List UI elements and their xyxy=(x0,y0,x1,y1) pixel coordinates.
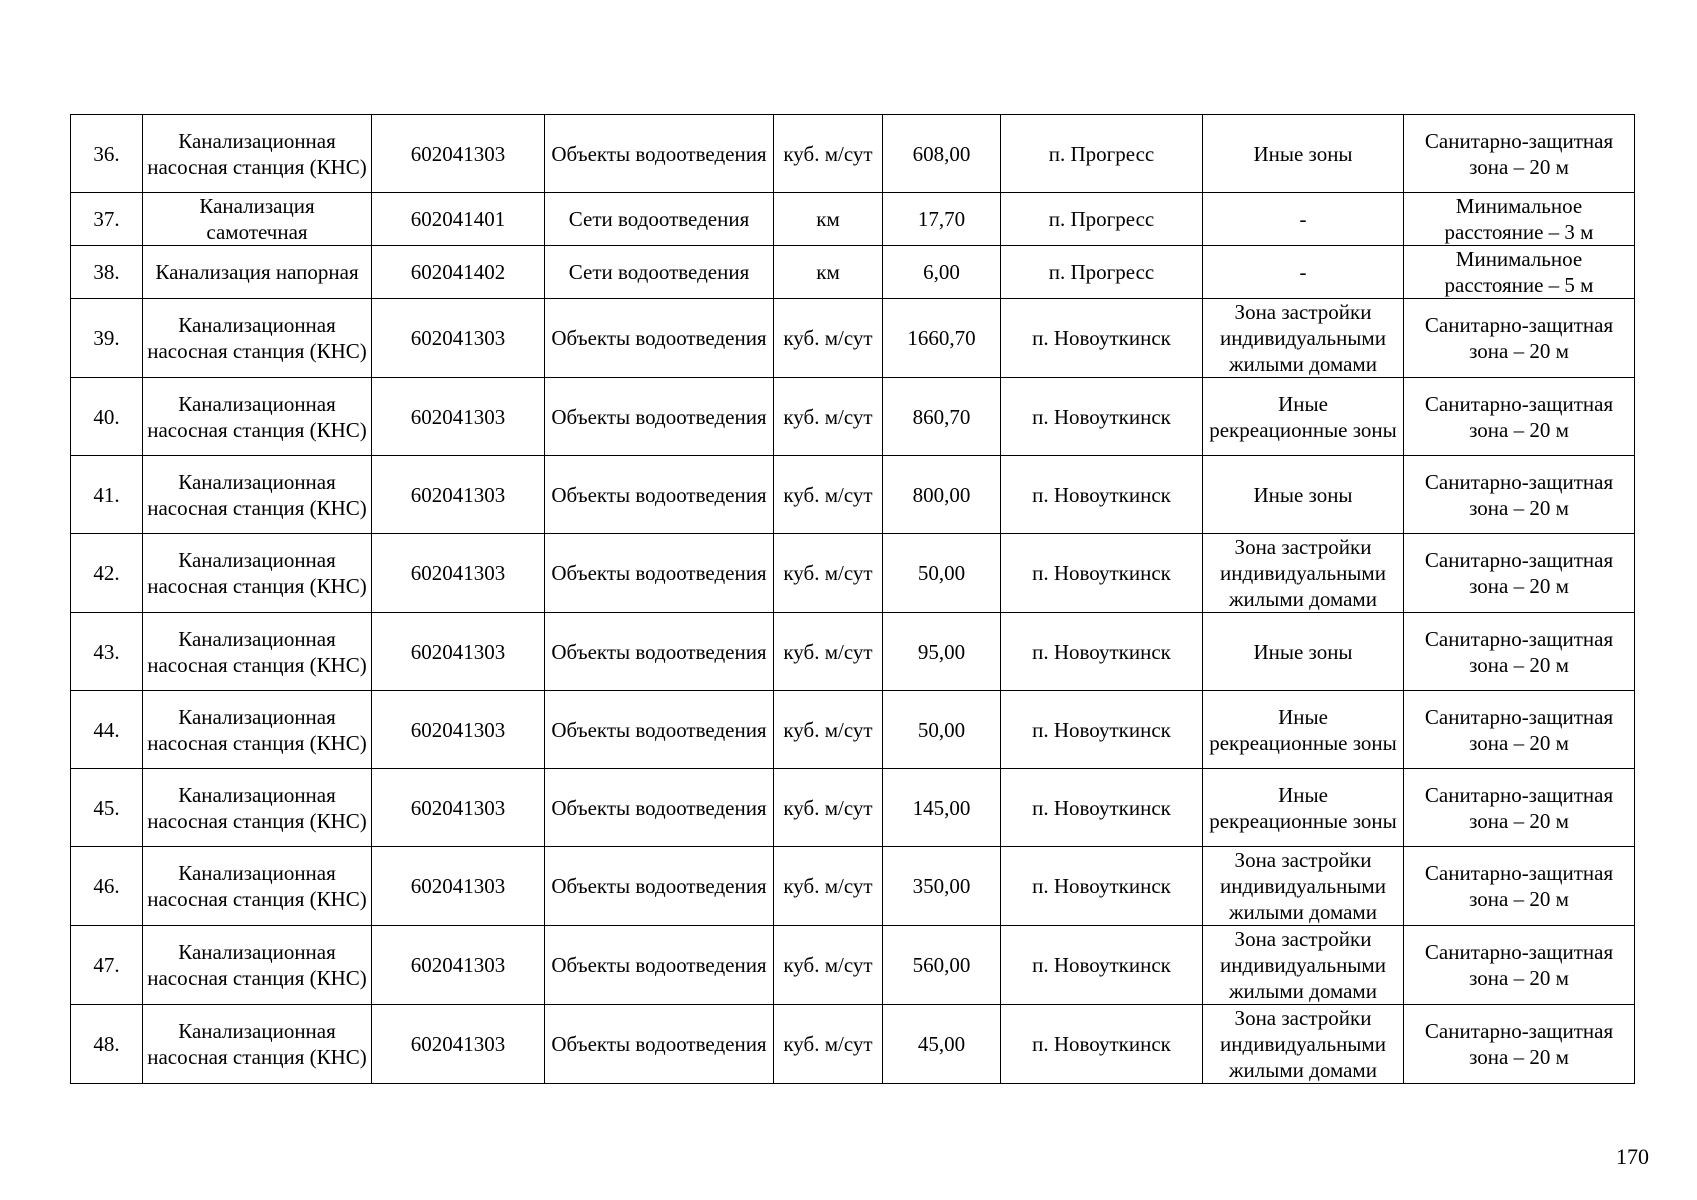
location-cell: п. Новоуткинск xyxy=(1001,456,1203,534)
facility-code-cell: 602041401 xyxy=(372,193,545,246)
restriction-zone-cell: Санитарно-защитная зона – 20 м xyxy=(1404,115,1635,193)
facility-type-cell: Сети водоотведения xyxy=(545,193,774,246)
unit-cell: куб. м/сут xyxy=(774,691,883,769)
facility-code-cell: 602041402 xyxy=(372,246,545,299)
table-row xyxy=(71,534,1635,613)
capacity-value-cell: 50,00 xyxy=(883,534,1001,613)
facility-name-cell: Канализационная насосная станция (КНС) xyxy=(143,456,372,534)
location-cell: п. Новоуткинск xyxy=(1001,613,1203,691)
capacity-value-cell: 800,00 xyxy=(883,456,1001,534)
capacity-value-cell: 50,00 xyxy=(883,691,1001,769)
functional-zone-cell: Иные зоны xyxy=(1203,613,1404,691)
restriction-zone-cell: Санитарно-защитная зона – 20 м xyxy=(1404,769,1635,847)
facility-code-cell: 602041303 xyxy=(372,456,545,534)
unit-cell: куб. м/сут xyxy=(774,926,883,1005)
row-number-cell: 39. xyxy=(71,299,143,378)
facility-type-cell: Объекты водоотведения xyxy=(545,769,774,847)
unit-cell: км xyxy=(774,193,883,246)
unit-cell: куб. м/сут xyxy=(774,613,883,691)
location-cell: п. Новоуткинск xyxy=(1001,534,1203,613)
location-cell: п. Прогресс xyxy=(1001,193,1203,246)
capacity-value-cell: 17,70 xyxy=(883,193,1001,246)
restriction-zone-cell: Санитарно-защитная зона – 20 м xyxy=(1404,378,1635,456)
facility-type-cell: Сети водоотведения xyxy=(545,246,774,299)
capacity-value-cell: 350,00 xyxy=(883,847,1001,926)
unit-cell: куб. м/сут xyxy=(774,456,883,534)
facility-name-cell: Канализационная насосная станция (КНС) xyxy=(143,378,372,456)
unit-cell: куб. м/сут xyxy=(774,769,883,847)
facility-name-cell: Канализационная насосная станция (КНС) xyxy=(143,847,372,926)
page-number: 170 xyxy=(1616,1144,1649,1169)
row-number-cell: 42. xyxy=(71,534,143,613)
facility-name-cell: Канализационная насосная станция (КНС) xyxy=(143,769,372,847)
row-number-cell: 46. xyxy=(71,847,143,926)
facility-type-cell: Объекты водоотведения xyxy=(545,613,774,691)
table-row xyxy=(71,456,1635,534)
functional-zone-cell: Зона застройки индивидуальными жилыми домами xyxy=(1203,847,1404,926)
facility-name-cell: Канализационная насосная станция (КНС) xyxy=(143,115,372,193)
capacity-value-cell: 145,00 xyxy=(883,769,1001,847)
facility-code-cell: 602041303 xyxy=(372,926,545,1005)
capacity-value-cell: 1660,70 xyxy=(883,299,1001,378)
table-row xyxy=(71,847,1635,926)
location-cell: п. Новоуткинск xyxy=(1001,378,1203,456)
facility-code-cell: 602041303 xyxy=(372,769,545,847)
facility-code-cell: 602041303 xyxy=(372,1005,545,1084)
table-row xyxy=(71,613,1635,691)
location-cell: п. Новоуткинск xyxy=(1001,1005,1203,1084)
functional-zone-cell: - xyxy=(1203,193,1404,246)
row-number-cell: 37. xyxy=(71,193,143,246)
functional-zone-cell: Зона застройки индивидуальными жилыми домами xyxy=(1203,534,1404,613)
row-number-cell: 38. xyxy=(71,246,143,299)
facility-type-cell: Объекты водоотведения xyxy=(545,1005,774,1084)
table-row xyxy=(71,691,1635,769)
restriction-zone-cell: Минимальное расстояние – 3 м xyxy=(1404,193,1635,246)
location-cell: п. Новоуткинск xyxy=(1001,769,1203,847)
facility-code-cell: 602041303 xyxy=(372,115,545,193)
unit-cell: куб. м/сут xyxy=(774,847,883,926)
location-cell: п. Новоуткинск xyxy=(1001,926,1203,1005)
table-row xyxy=(71,378,1635,456)
functional-zone-cell: Зона застройки индивидуальными жилыми домами xyxy=(1203,299,1404,378)
location-cell: п. Новоуткинск xyxy=(1001,299,1203,378)
table-row xyxy=(71,193,1635,246)
functional-zone-cell: - xyxy=(1203,246,1404,299)
unit-cell: км xyxy=(774,246,883,299)
location-cell: п. Новоуткинск xyxy=(1001,847,1203,926)
table-row xyxy=(71,1005,1635,1084)
facility-type-cell: Объекты водоотведения xyxy=(545,847,774,926)
table-row xyxy=(71,299,1635,378)
row-number-cell: 43. xyxy=(71,613,143,691)
facility-code-cell: 602041303 xyxy=(372,613,545,691)
unit-cell: куб. м/сут xyxy=(774,534,883,613)
restriction-zone-cell: Санитарно-защитная зона – 20 м xyxy=(1404,299,1635,378)
restriction-zone-cell: Санитарно-защитная зона – 20 м xyxy=(1404,456,1635,534)
functional-zone-cell: Иные зоны xyxy=(1203,115,1404,193)
location-cell: п. Новоуткинск xyxy=(1001,691,1203,769)
table-row xyxy=(71,246,1635,299)
unit-cell: куб. м/сут xyxy=(774,299,883,378)
facility-type-cell: Объекты водоотведения xyxy=(545,378,774,456)
restriction-zone-cell: Санитарно-защитная зона – 20 м xyxy=(1404,847,1635,926)
table-row xyxy=(71,926,1635,1005)
facility-code-cell: 602041303 xyxy=(372,847,545,926)
row-number-cell: 40. xyxy=(71,378,143,456)
facility-name-cell: Канализационная насосная станция (КНС) xyxy=(143,613,372,691)
capacity-value-cell: 560,00 xyxy=(883,926,1001,1005)
table-body xyxy=(71,115,1635,1084)
capacity-value-cell: 6,00 xyxy=(883,246,1001,299)
row-number-cell: 41. xyxy=(71,456,143,534)
location-cell: п. Прогресс xyxy=(1001,246,1203,299)
row-number-cell: 36. xyxy=(71,115,143,193)
capacity-value-cell: 45,00 xyxy=(883,1005,1001,1084)
functional-zone-cell: Иные зоны xyxy=(1203,456,1404,534)
capacity-value-cell: 95,00 xyxy=(883,613,1001,691)
facility-code-cell: 602041303 xyxy=(372,534,545,613)
facility-type-cell: Объекты водоотведения xyxy=(545,299,774,378)
restriction-zone-cell: Санитарно-защитная зона – 20 м xyxy=(1404,1005,1635,1084)
functional-zone-cell: Зона застройки индивидуальными жилыми домами xyxy=(1203,1005,1404,1084)
row-number-cell: 45. xyxy=(71,769,143,847)
functional-zone-cell: Иные рекреационные зоны xyxy=(1203,691,1404,769)
facility-code-cell: 602041303 xyxy=(372,299,545,378)
restriction-zone-cell: Санитарно-защитная зона – 20 м xyxy=(1404,926,1635,1005)
facility-name-cell: Канализационная насосная станция (КНС) xyxy=(143,1005,372,1084)
facility-name-cell: Канализационная насосная станция (КНС) xyxy=(143,299,372,378)
facility-code-cell: 602041303 xyxy=(372,691,545,769)
facility-name-cell: Канализационная насосная станция (КНС) xyxy=(143,534,372,613)
facility-type-cell: Объекты водоотведения xyxy=(545,534,774,613)
facility-code-cell: 602041303 xyxy=(372,378,545,456)
facility-name-cell: Канализационная насосная станция (КНС) xyxy=(143,691,372,769)
facility-type-cell: Объекты водоотведения xyxy=(545,926,774,1005)
row-number-cell: 47. xyxy=(71,926,143,1005)
capacity-value-cell: 608,00 xyxy=(883,115,1001,193)
functional-zone-cell: Иные рекреационные зоны xyxy=(1203,769,1404,847)
restriction-zone-cell: Санитарно-защитная зона – 20 м xyxy=(1404,691,1635,769)
unit-cell: куб. м/сут xyxy=(774,1005,883,1084)
table-row xyxy=(71,769,1635,847)
row-number-cell: 44. xyxy=(71,691,143,769)
facility-type-cell: Объекты водоотведения xyxy=(545,456,774,534)
facility-name-cell: Канализация напорная xyxy=(143,246,372,299)
functional-zone-cell: Иные рекреационные зоны xyxy=(1203,378,1404,456)
restriction-zone-cell: Санитарно-защитная зона – 20 м xyxy=(1404,534,1635,613)
table-row xyxy=(71,115,1635,193)
location-cell: п. Прогресс xyxy=(1001,115,1203,193)
restriction-zone-cell: Минимальное расстояние – 5 м xyxy=(1404,246,1635,299)
facilities-table xyxy=(70,114,1635,1084)
capacity-value-cell: 860,70 xyxy=(883,378,1001,456)
row-number-cell: 48. xyxy=(71,1005,143,1084)
unit-cell: куб. м/сут xyxy=(774,115,883,193)
facility-name-cell: Канализация самотечная xyxy=(143,193,372,246)
facility-type-cell: Объекты водоотведения xyxy=(545,115,774,193)
facility-name-cell: Канализационная насосная станция (КНС) xyxy=(143,926,372,1005)
restriction-zone-cell: Санитарно-защитная зона – 20 м xyxy=(1404,613,1635,691)
unit-cell: куб. м/сут xyxy=(774,378,883,456)
facility-type-cell: Объекты водоотведения xyxy=(545,691,774,769)
functional-zone-cell: Зона застройки индивидуальными жилыми домами xyxy=(1203,926,1404,1005)
